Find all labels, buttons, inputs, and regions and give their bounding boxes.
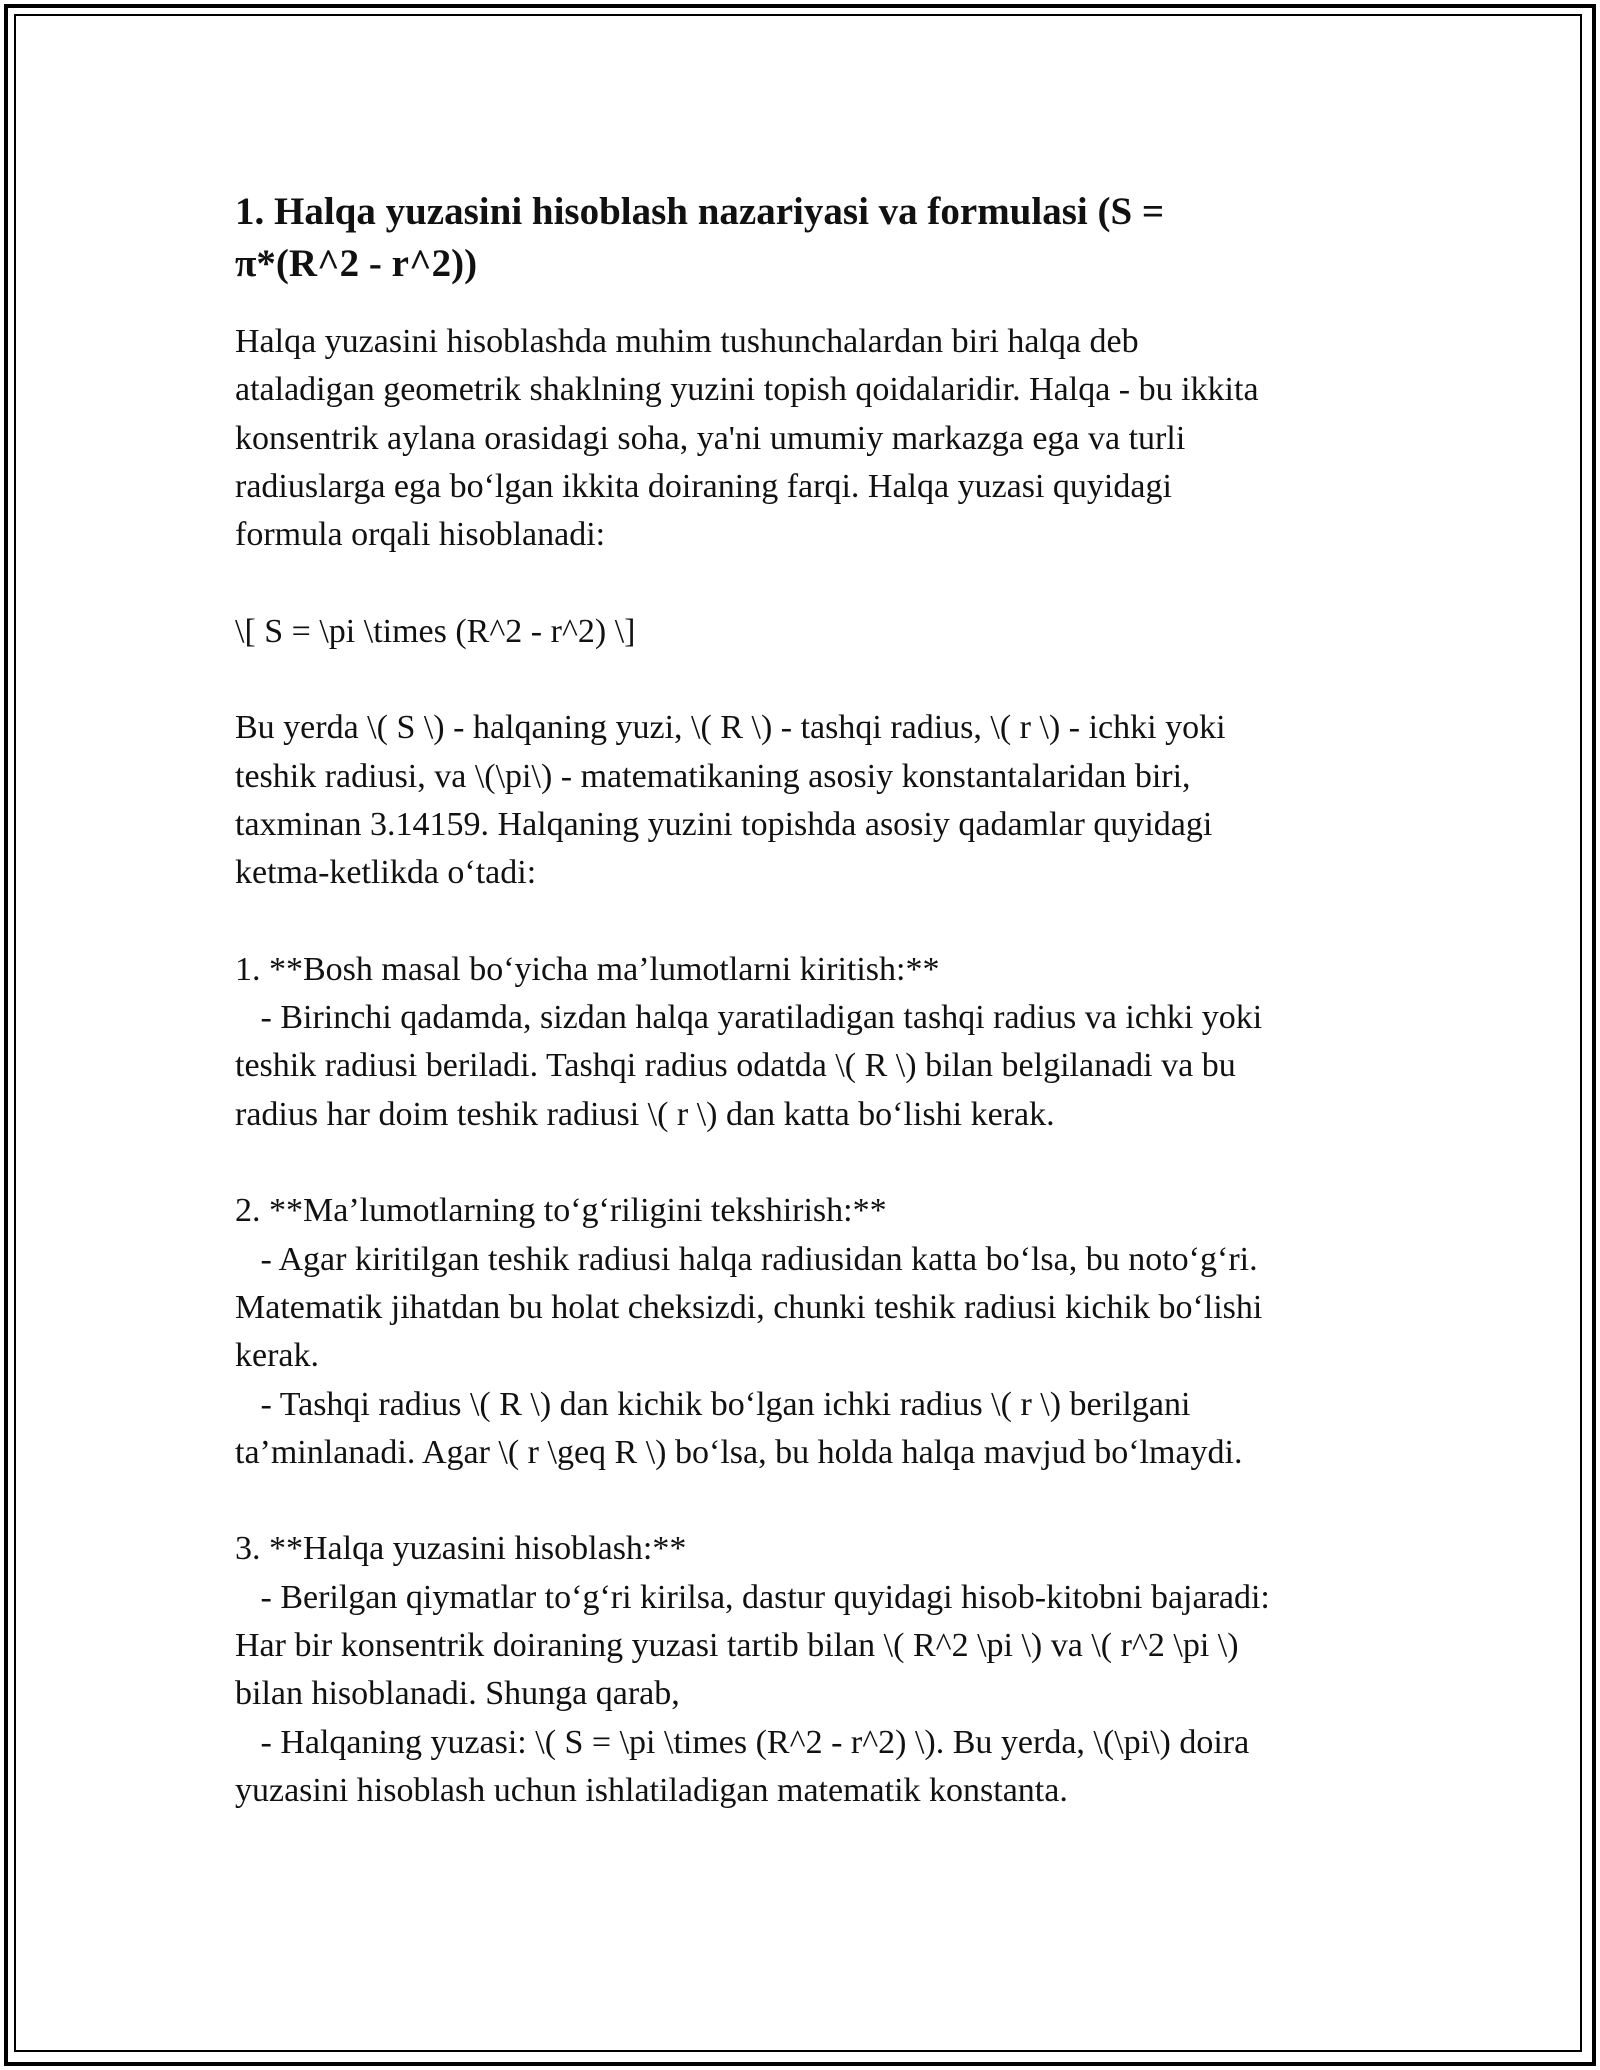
- body-line: radiuslarga ega bo‘lgan ikkita doiraning farqi. Halqa yuzasi quyidagi: [235, 467, 1172, 505]
- section-heading: [235, 186, 1375, 290]
- body-line: - Halqaning yuzasi: \( S = \pi \times (R^2 - r^2) \). Bu yerda, \(\pi\) doira: [235, 1723, 1250, 1761]
- body-text: [235, 318, 1375, 1815]
- body-line: radius har doim teshik radiusi \( r \) dan katta bo‘lishi kerak.: [235, 1095, 1055, 1133]
- body-line: formula orqali hisoblanadi:: [235, 516, 606, 554]
- body-line: ketma-ketlikda o‘tadi:: [235, 854, 537, 892]
- body-line: teshik radiusi, va \(\pi\) - matematikaning asosiy konstantalaridan biri,: [235, 757, 1191, 795]
- heading-line: π*(R^2 - r^2)): [235, 242, 478, 285]
- body-line: \[ S = \pi \times (R^2 - r^2) \]: [235, 612, 636, 650]
- body-line: ataladigan geometrik shaklning yuzini topish qoidalaridir. Halqa - bu ikkita: [235, 371, 1259, 409]
- body-line: konsentrik aylana orasidagi soha, ya'ni umumiy markazga ega va turli: [235, 419, 1186, 457]
- body-line: 2. **Ma’lumotlarning to‘g‘riligini tekshirish:**: [235, 1192, 887, 1230]
- body-line: [235, 656, 1375, 704]
- body-line: 3. **Halqa yuzasini hisoblash:**: [235, 1530, 687, 1568]
- body-line: taxminan 3.14159. Halqaning yuzini topishda asosiy qadamlar quyidagi: [235, 805, 1213, 843]
- body-line: Bu yerda \( S \) - halqaning yuzi, \( R \) - tashqi radius, \( r \) - ichki yoki: [235, 709, 1226, 747]
- body-line: teshik radiusi beriladi. Tashqi radius odatda \( R \) bilan belgilanadi va bu: [235, 1047, 1236, 1085]
- heading-line: 1. Halqa yuzasini hisoblash nazariyasi va formulasi (S =: [235, 190, 1165, 233]
- body-line: Matematik jihatdan bu holat cheksizdi, chunki teshik radiusi kichik bo‘lishi: [235, 1288, 1263, 1326]
- body-line: - Birinchi qadamda, sizdan halqa yaratiladigan tashqi radius va ichki yoki: [235, 999, 1263, 1037]
- body-line: kerak.: [235, 1337, 320, 1375]
- body-line: [235, 898, 1375, 946]
- body-line: ta’minlanadi. Agar \( r \geq R \) bo‘lsa, bu holda halqa mavjud bo‘lmaydi.: [235, 1433, 1243, 1471]
- document-content: [235, 186, 1375, 1815]
- body-line: 1. **Bosh masal bo‘yicha ma’lumotlarni kiritish:**: [235, 950, 940, 988]
- body-line: [235, 1477, 1375, 1525]
- body-line: Halqa yuzasini hisoblashda muhim tushunchalardan biri halqa deb: [235, 323, 1139, 360]
- body-line: [235, 559, 1375, 607]
- body-line: Har bir konsentrik doiraning yuzasi tartib bilan \( R^2 \pi \) va \( r^2 \pi \): [235, 1627, 1239, 1665]
- body-line: [235, 1139, 1375, 1187]
- body-line: yuzasini hisoblash uchun ishlatiladigan matematik konstanta.: [235, 1771, 1068, 1809]
- body-line: bilan hisoblanadi. Shunga qarab,: [235, 1675, 680, 1713]
- body-line: - Tashqi radius \( R \) dan kichik bo‘lgan ichki radius \( r \) berilgani: [235, 1385, 1191, 1423]
- body-line: - Agar kiritilgan teshik radiusi halqa radiusidan katta bo‘lsa, bu noto‘g‘ri.: [235, 1240, 1258, 1278]
- body-line: - Berilgan qiymatlar to‘g‘ri kirilsa, dastur quyidagi hisob-kitobni bajaradi:: [235, 1578, 1270, 1616]
